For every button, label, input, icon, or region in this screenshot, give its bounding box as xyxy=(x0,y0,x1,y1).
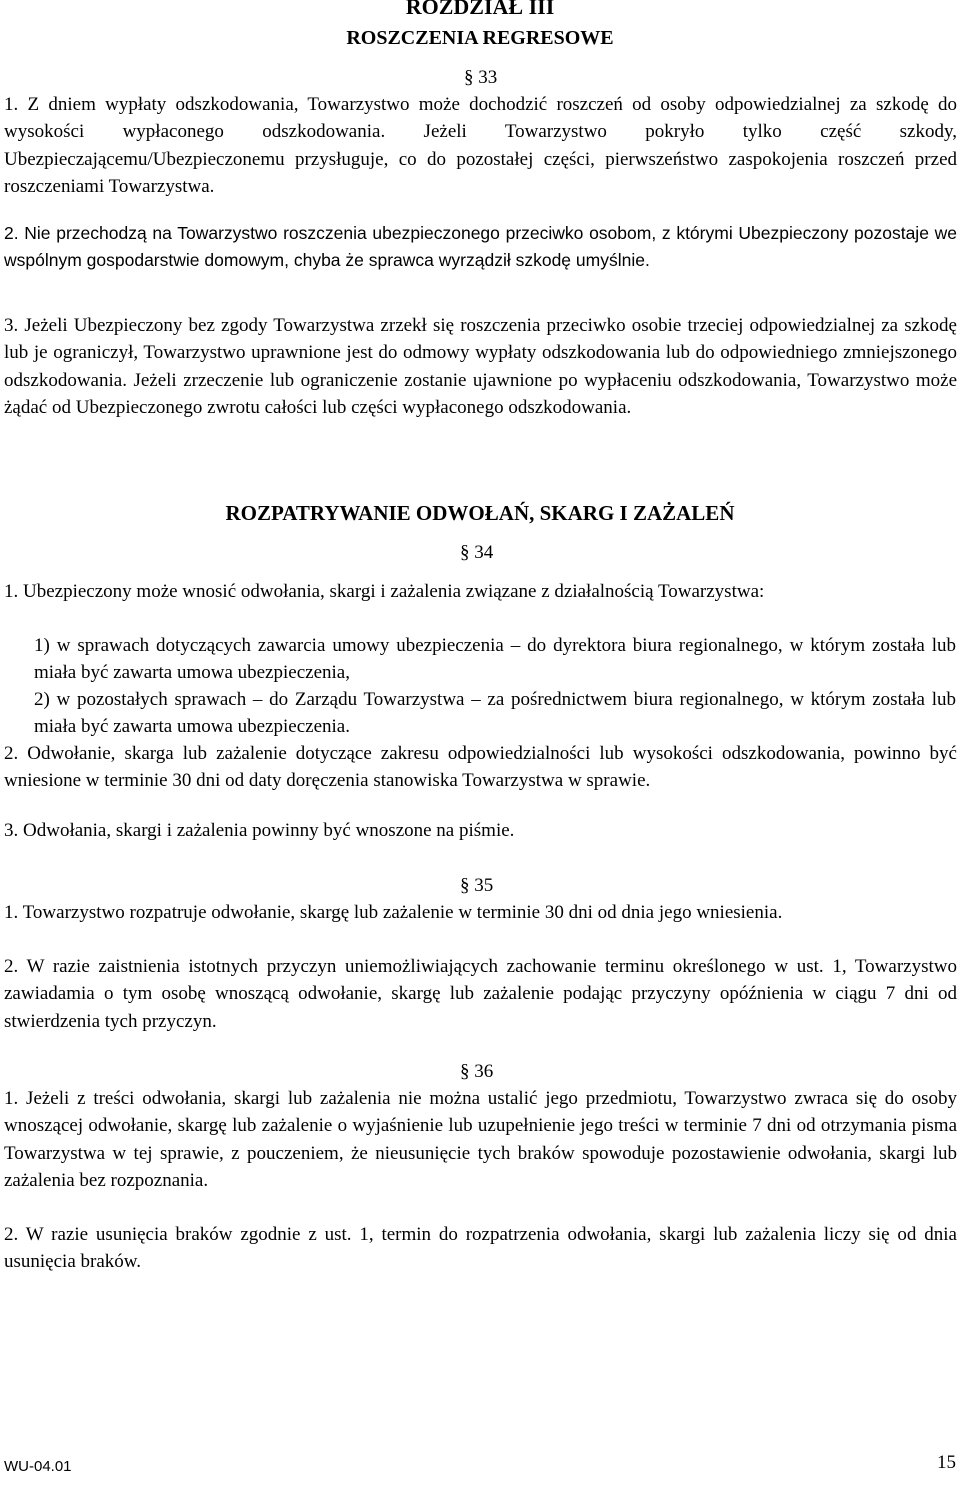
footer-page-number: 15 xyxy=(937,1452,956,1473)
section-35-paragraph-1: 1. Towarzystwo rozpatruje odwołanie, skargę lub zażalenie w terminie 30 dni od dnia jego wniesienia. xyxy=(4,902,783,923)
footer-document-code: WU-04.01 xyxy=(4,1458,72,1475)
section-34-paragraph-2: 2. Odwołanie, skarga lub zażalenie dotyczące zakresu odpowiedzialności lub wysokości odszkodowania, powinno być wniesione w terminie 30 dni od daty doręczenia stanowiska Towarzystwa w sprawie. xyxy=(4,743,957,792)
chapter-title: ROZDZIAŁ III xyxy=(405,0,555,19)
section-35-paragraph-2: 2. W razie zaistnienia istotnych przyczyn uniemożliwiających zachowanie terminu określonego w ust. 1, Towarzystwo zawiadamia o tym osobę wnoszącą odwołanie, skargę lub zażalenie podając przyczyny opóźnienia w ciągu 7 dni od stwierdzenia tych przyczyn. xyxy=(4,956,957,1032)
section-heading-complaints: ROZPATRYWANIE ODWOŁAŃ, SKARG I ZAŻALEŃ xyxy=(225,501,735,525)
section-34-paragraph-3: 3. Odwołania, skargi i zażalenia powinny być wnoszone na piśmie. xyxy=(4,820,515,841)
section-number-35: § 35 xyxy=(460,875,494,896)
section-34-item-2: 2) w pozostałych sprawach – do Zarządu Towarzystwa – za pośrednictwem biura regionalnego, w którym została lub miała być zawarta umowa ubezpieczenia. xyxy=(34,689,956,738)
section-number-33: § 33 xyxy=(464,67,498,88)
section-number-36: § 36 xyxy=(460,1061,494,1082)
section-36-paragraph-2: 2. W razie usunięcia braków zgodnie z ust. 1, termin do rozpatrzenia odwołania, skargi lub zażalenia liczy się od dnia usunięcia braków. xyxy=(4,1224,957,1273)
section-34-intro: 1. Ubezpieczony może wnosić odwołania, skargi i zażalenia związane z działalnością Towarzystwa: xyxy=(4,581,765,602)
chapter-subtitle: ROSZCZENIA REGRESOWE xyxy=(346,27,614,49)
section-33-paragraph-3: 3. Jeżeli Ubezpieczony bez zgody Towarzystwa zrzekł się roszczenia przeciwko osobie trzeciej odpowiedzialnej za szkodę lub je ograniczył, Towarzystwo uprawnione jest do odmowy wypłaty odszkodowania lub do odpowiedniego zmniejszonego odszkodowania. Jeżeli zrzeczenie lub ograniczenie zostanie ujawnione po wypłaceniu odszkodowania, Towarzystwo może żądać od Ubezpieczonego zwrotu całości lub części wypłaconego odszkodowania. xyxy=(4,315,957,419)
section-33-paragraph-2: 2. Nie przechodzą na Towarzystwo roszczenia ubezpieczonego przeciwko osobom, z którymi Ubezpieczony pozostaje we wspólnym gospodarstwie domowym, chyba że sprawca wyrządził szkodę umyślnie. xyxy=(4,223,957,271)
section-34-item-1: 1) w sprawach dotyczących zawarcia umowy ubezpieczenia – do dyrektora biura regionalnego, w którym została lub miała być zawarta umowa ubezpieczenia, xyxy=(34,635,956,684)
section-33-paragraph-1: 1. Z dniem wypłaty odszkodowania, Towarzystwo może dochodzić roszczeń od osoby odpowiedzialnej za szkodę do wysokości wypłaconego odszkodowania. Jeżeli Towarzystwo pokryło tylko część szkody, Ubezpieczającemu/Ubezpieczonemu przysługuje, co do pozostałej części, pierwszeństwo zaspokojenia roszczeń przed roszczeniami Towarzystwa. xyxy=(4,94,957,198)
section-number-34: § 34 xyxy=(460,542,494,563)
section-36-paragraph-1: 1. Jeżeli z treści odwołania, skargi lub zażalenia nie można ustalić jego przedmiotu, Towarzystwo zwraca się do osoby wnoszącej odwołanie, skargę lub zażalenie o wyjaśnienie lub uzupełnienie jego treści w terminie 7 dni od otrzymania pisma Towarzystwa w tej sprawie, z pouczeniem, że nieusunięcie tych braków spowoduje pozostawienie odwołania, skargi lub zażalenia bez rozpoznania. xyxy=(4,1088,957,1192)
